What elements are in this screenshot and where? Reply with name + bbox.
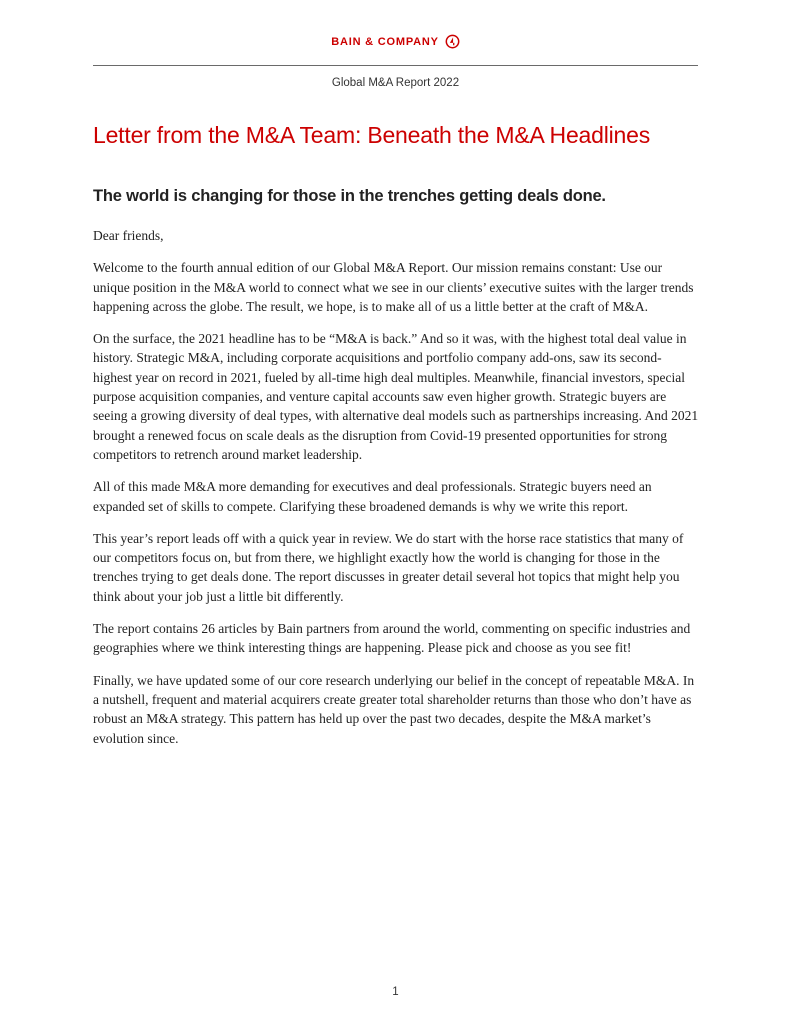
page-title: Letter from the M&A Team: Beneath the M&A Headlines: [93, 122, 651, 148]
letter-body: [93, 226, 699, 761]
brand-name: BAIN & COMPANY: [331, 35, 439, 48]
brand-logo: [0, 34, 791, 49]
report-title: Global M&A Report 2022: [331, 77, 460, 89]
salutation: Dear friends,: [93, 228, 164, 243]
body-paragraph: Finally, we have updated some of our core research underlying our belief in the concept of repeatable M&A. In a nutshell, frequent and material acquirers create greater total shareholder returns than those who don’t have as robust an M&A strategy. This pattern has held up over the past two decades, despite the M&A market’s evolution since.: [93, 672, 695, 746]
body-paragraph: The report contains 26 articles by Bain partners from around the world, commenting on specific industries and geographies where we think interesting things are happening. Please pick and choose as you see fit!: [93, 621, 691, 656]
body-paragraph: On the surface, the 2021 headline has to be “M&A is back.” And so it was, with the highest total deal value in history. Strategic M&A, including corporate acquisitions and portfolio company add-ons, saw its second-highest year on record in 2021, fueled by all-time high deal multiples. Meanwhile, financial investors, special purpose acquisition companies, and venture capital accounts saw even higher growth. Strategic buyers are seeing a growing diversity of deal types, with alternative deal models such as partnerships increasing. And 2021 brought a renewed focus on scale deals as the disruption from Covid-19 presented opportunities for strong competitors to retrench around market leadership.: [93, 331, 699, 462]
body-paragraph: All of this made M&A more demanding for executives and deal professionals. Strategic buyers need an expanded set of skills to compete. Clarifying these broadened demands is why we write this report.: [93, 479, 652, 514]
bain-logo-icon: [445, 34, 460, 49]
body-paragraph: Welcome to the fourth annual edition of our Global M&A Report. Our mission remains constant: Use our unique position in the M&A world to connect what we see in our clients’ executive suites with the larger trends happening across the globe. The result, we hope, is to make all of us a little better at the craft of M&A.: [93, 260, 694, 314]
header-divider: [93, 65, 698, 66]
page-subtitle: The world is changing for those in the trenches getting deals done.: [93, 187, 606, 205]
page-number: 1: [392, 986, 399, 998]
body-paragraph: This year’s report leads off with a quick year in review. We do start with the horse race statistics that many of our competitors focus on, but from there, we highlight exactly how the world is changing for those in the trenches trying to get deals done. The report discusses in greater detail several hot topics that might help you think about your job just a little bit differently.: [93, 530, 684, 604]
